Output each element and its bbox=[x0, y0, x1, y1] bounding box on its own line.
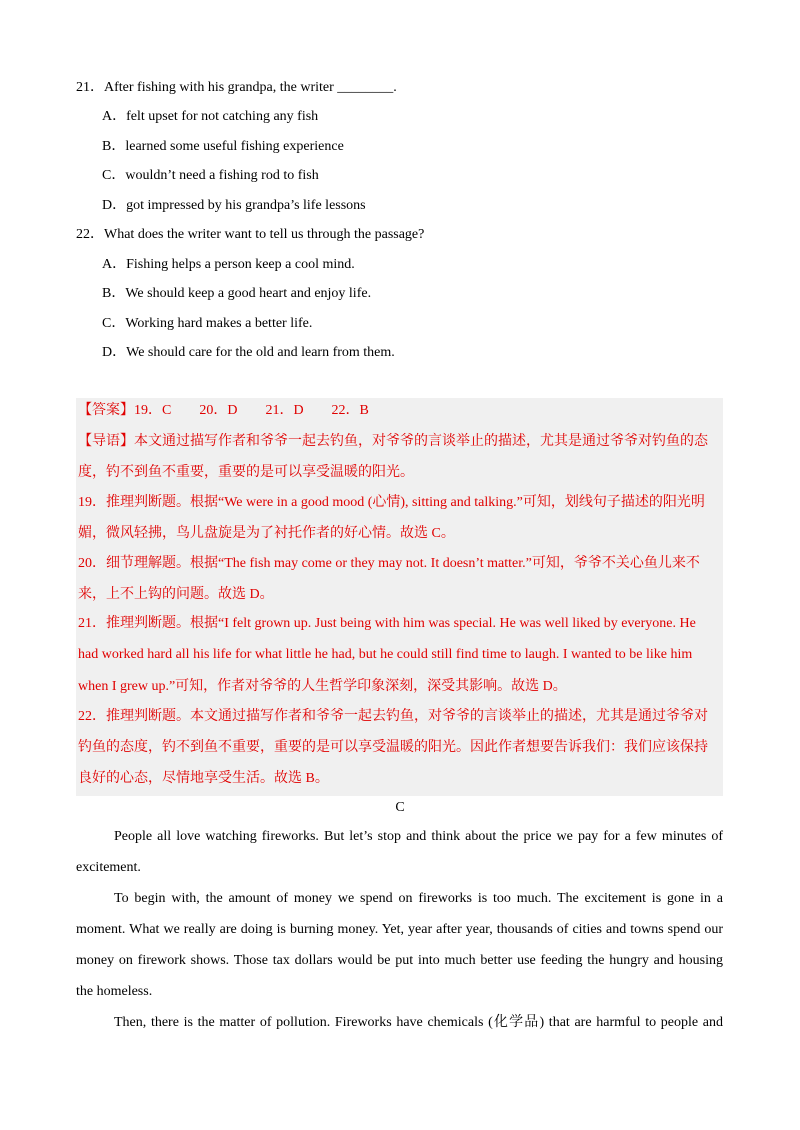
explanation-22-line: 良好的心态，尽情地享受生活。故选 B。 bbox=[78, 771, 329, 786]
question-21-option-c: C．wouldn’t need a fishing rod to fish bbox=[102, 168, 319, 183]
passage-line: the homeless. bbox=[76, 984, 153, 999]
passage-line: money on firework shows. Those tax dollars would be put into much better use feeding the hungry and housing bbox=[76, 953, 723, 968]
question-21-stem: 21．After fishing with his grandpa, the writer ________. bbox=[76, 80, 397, 95]
section-label: C bbox=[395, 800, 405, 815]
explanation-21-line: had worked hard all his life for what little he had, but he could still find time to laugh. I wanted to be like him bbox=[78, 647, 693, 662]
passage-line: People all love watching fireworks. But let’s stop and think about the price we pay for a few minutes of bbox=[114, 829, 723, 844]
explanation-20-line: 来，上不上钩的问题。故选 D。 bbox=[78, 587, 274, 602]
explanation-19-line: 媚，微风轻拂，鸟儿盘旋是为了衬托作者的好心情。故选 C。 bbox=[78, 526, 455, 541]
passage-line: Then, there is the matter of pollution. Fireworks have chemicals (化学品) that are harmful to people and bbox=[114, 1015, 723, 1030]
explanation-22-line: 22．推理判断题。本文通过描写作者和爷爷一起去钓鱼，对爷爷的言谈举止的描述，尤其是通过爷爷对 bbox=[78, 709, 708, 724]
question-21-option-d: D．got impressed by his grandpa’s life lessons bbox=[102, 198, 366, 213]
question-21-option-a: A．felt upset for not catching any fish bbox=[102, 109, 319, 124]
question-22-option-d: D．We should care for the old and learn from them. bbox=[102, 345, 395, 360]
passage-line: excitement. bbox=[76, 860, 141, 875]
explanation-20-line: 20．细节理解题。根据“The fish may come or they may not. It doesn’t matter.”可知，爷爷不关心鱼儿来不 bbox=[78, 556, 700, 571]
explanation-19-line: 19．推理判断题。根据“We were in a good mood (心情), sitting and talking.”可知，划线句子描述的阳光明 bbox=[78, 495, 705, 510]
guide-line: 度，钓不到鱼不重要，重要的是可以享受温暖的阳光。 bbox=[78, 465, 414, 480]
explanation-22-line: 钓鱼的态度，钓不到鱼不重要，重要的是可以享受温暖的阳光。因此作者想要告诉我们：我们应该保持 bbox=[78, 740, 708, 755]
answer-key-line: 【答案】19．C 20．D 21．D 22．B bbox=[78, 403, 369, 418]
question-22-option-a: A．Fishing helps a person keep a cool mind. bbox=[102, 257, 355, 272]
question-22-stem: 22．What does the writer want to tell us through the passage? bbox=[76, 227, 425, 242]
question-21-option-b: B．learned some useful fishing experience bbox=[102, 139, 344, 154]
question-22-option-b: B．We should keep a good heart and enjoy life. bbox=[102, 286, 372, 301]
passage-line: To begin with, the amount of money we spend on fireworks is too much. The excitement is gone in a bbox=[114, 891, 723, 906]
question-22-option-c: C．Working hard makes a better life. bbox=[102, 316, 313, 331]
guide-line: 【导语】本文通过描写作者和爷爷一起去钓鱼，对爷爷的言谈举止的描述，尤其是通过爷爷对钓鱼的态 bbox=[78, 434, 708, 449]
passage-line: moment. What we really are doing is burning money. Yet, year after year, thousands of cities and towns spend our bbox=[76, 922, 723, 937]
explanation-21-line: when I grew up.”可知，作者对爷爷的人生哲学印象深刻，深受其影响。故选 D。 bbox=[78, 679, 567, 694]
explanation-21-line: 21．推理判断题。根据“I felt grown up. Just being with him was special. He was well liked by everyone. He bbox=[78, 616, 696, 631]
